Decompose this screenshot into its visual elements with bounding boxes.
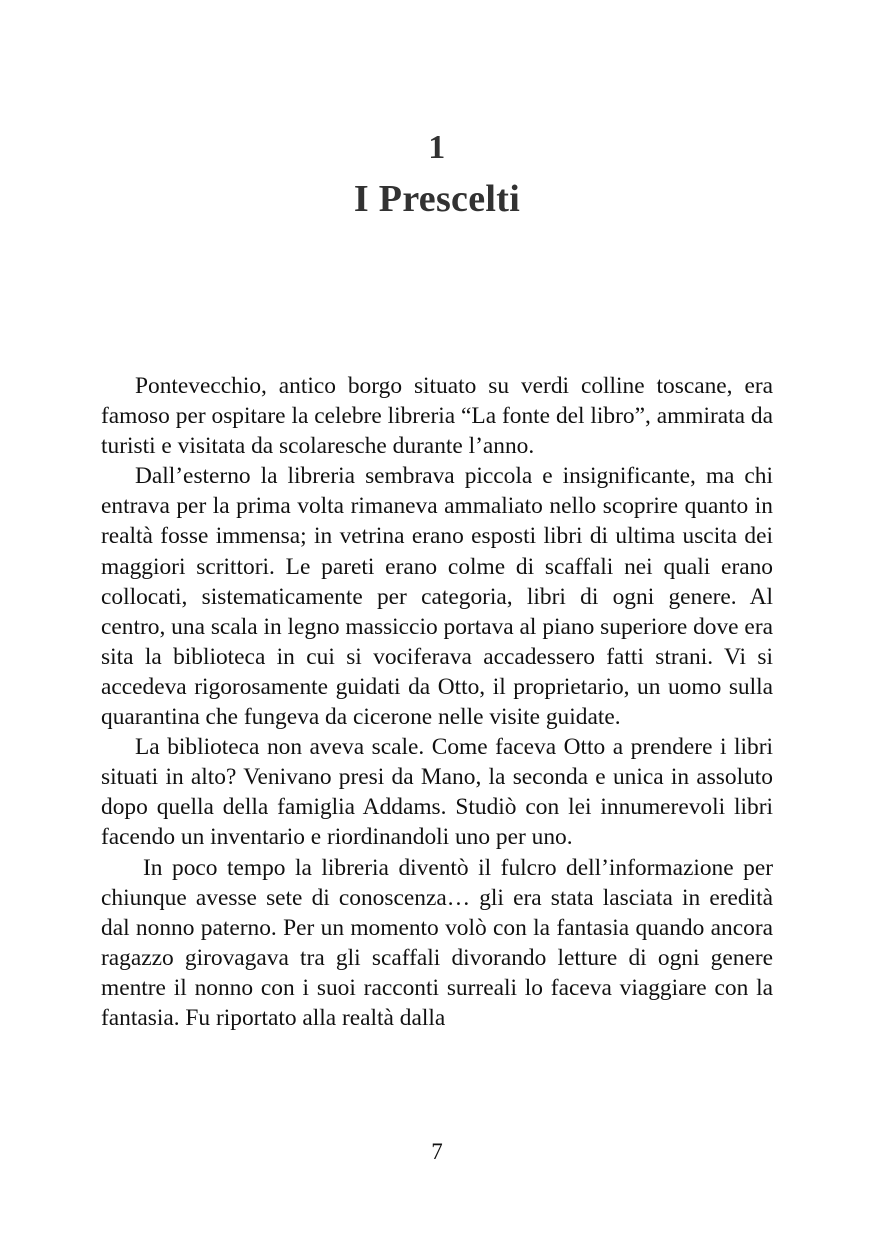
paragraph: In poco tempo la libreria diventò il fulcro dell’informazione per chiunque avesse sete di conoscenza… gli era stata lasciata in eredità dal nonno paterno. Per un momento volò con la fantasia quando ancora ragazzo girovagava tra gli scaffali divorando letture di ogni genere mentre il nonno con i suoi racconti surreali lo faceva viaggiare con la fantasia. Fu riportato alla realtà dalla — [101, 854, 773, 1031]
chapter-heading — [0, 128, 874, 222]
paragraph: La biblioteca non aveva scale. Come faceva Otto a prendere i libri situati in alto? Venivano presi da Mano, la seconda e unica in assoluto dopo quella della famiglia Addams. Studiò con lei innumerevoli libri facendo un inventario e riordinandoli uno per uno. — [101, 734, 773, 851]
paragraph: Dall’esterno la libreria sembrava piccola e insignificante, ma chi entrava per la prima volta rimaneva ammaliato nello scoprire quanto in realtà fosse immensa; in vetrina erano esposti libri di ultima uscita dei maggiori scrittori. Le pareti erano colme di scaffali nei quali erano collocati, sistematicamente per categoria, libri di ogni genere. Al centro, una scala in legno massiccio portava al piano superiore dove era sita la biblioteca in cui si vociferava accadessero fatti strani. Vi si accedeva rigorosamente guidati da Otto, il proprietario, un uomo sulla quarantina che fungeva da cicerone nelle visite guidate. — [101, 463, 773, 731]
chapter-title: I Prescelti — [353, 178, 521, 220]
chapter-number: 1 — [428, 129, 446, 166]
page-number: 7 — [431, 1139, 443, 1164]
paragraph: Pontevecchio, antico borgo situato su verdi colline toscane, era famoso per ospitare la celebre libreria “La fonte del libro”, ammirata da turisti e visitata da scolaresche durante l’anno. — [101, 373, 773, 460]
body-text — [101, 371, 773, 1033]
